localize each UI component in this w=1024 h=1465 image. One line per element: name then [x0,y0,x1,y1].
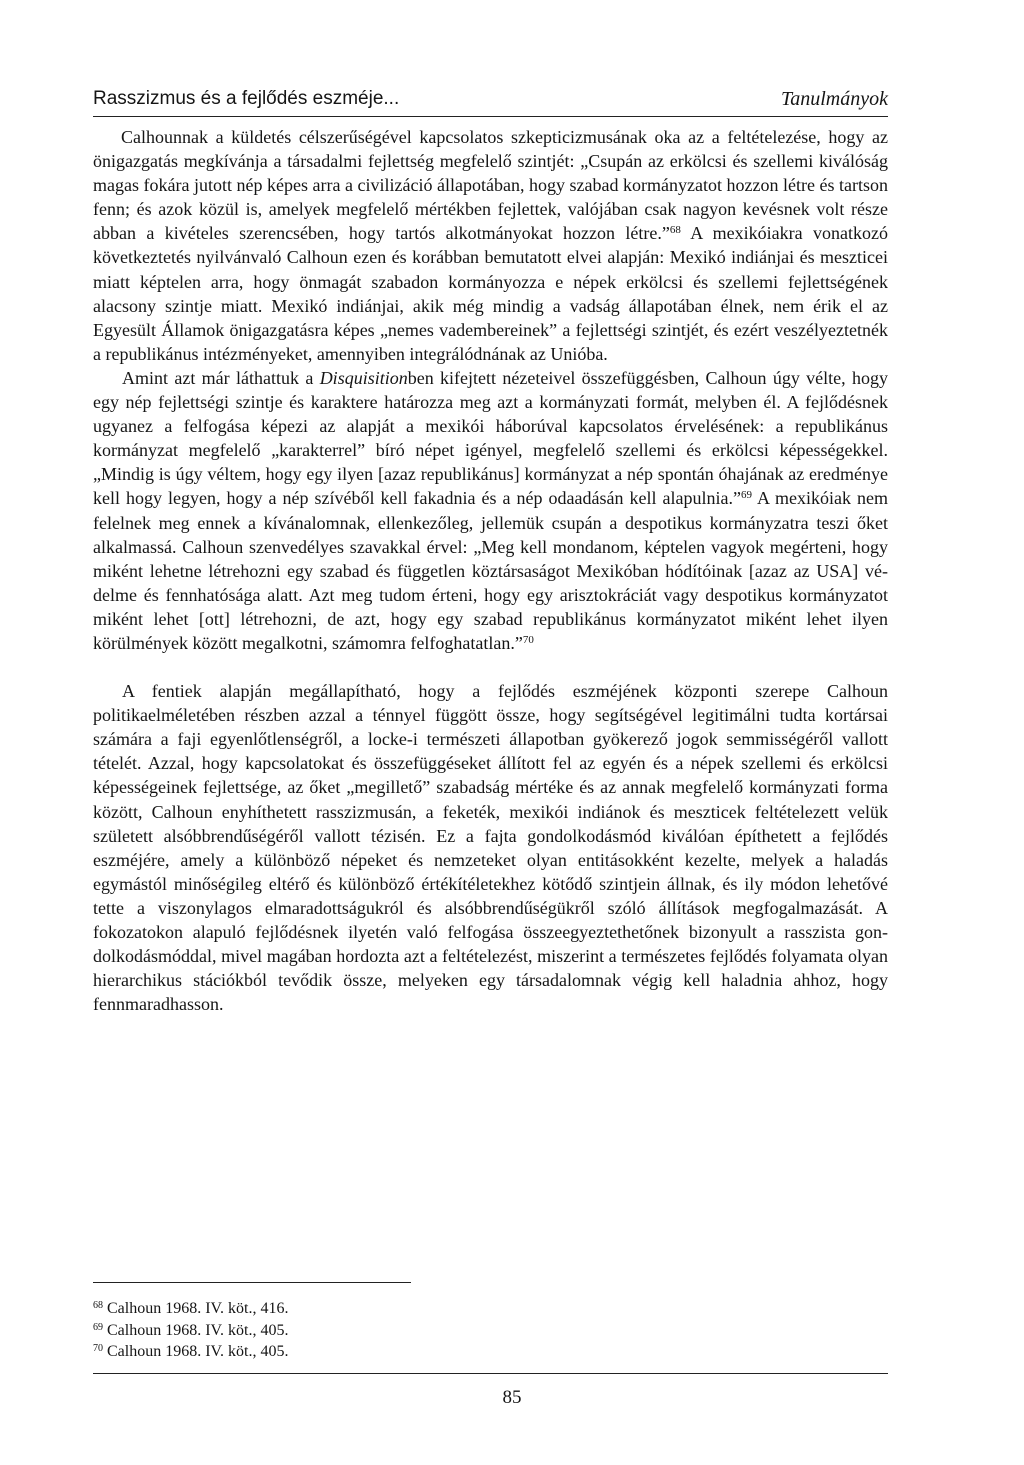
footnote-ref-68[interactable]: 68 [669,224,681,237]
footnote-separator [93,1282,411,1283]
footnote-ref-70[interactable]: 70 [522,633,534,646]
paragraph-2-text-a: Amint azt már láthattuk a [122,367,320,388]
footnote-text: Calhoun 1968. IV. köt., 405. [103,1321,289,1339]
paragraph-1-text-a: Calhounnak a küldetés célszerűségével kapcsolatos szkepticizmusának oka az a feltételezése, hogy az önigazgatás megkívánja a társadalmi fejlettség megfelelő szintjét: „Csupán az erkölcsi és szellemi kiválóság magas fokára jutott nép képes arra a civilizáció állapotában, hogy szabad kormányzatot hozzon létre és tartson fenn; és azok közül is, amelyek megfelelő mértékben fejlettek, valójában csak nagyon kevésnek volt része abban a kivételes szerencsében, hogy tartós alkotmányokat hozzon létre.” [93,127,888,244]
running-head-section: Tanulmányok [780,88,888,110]
footer-rule [93,1373,888,1374]
paragraph-2-italic-title: Disquisition [319,367,408,388]
running-head-title: Rasszizmus és a fejlődés eszméje... [93,88,400,109]
footnote-item [93,1341,493,1363]
paragraph-2 [93,366,888,655]
footnote-ref-69[interactable]: 69 [740,489,752,502]
footnotes [93,1298,493,1363]
footnote-number: 68 [93,1300,103,1311]
footnote-item [93,1320,493,1342]
footnote-item [93,1298,493,1320]
paragraph-1-text-b: A mexikóiakra vonatkozó következtetés nyilvánvaló Calhoun ezen és korábban bemutatott elvei alapján: Mexikó indiánjai és meszticei miatt képtelen arra, hogy önmagát szabadon kormányozza e népek erkölcsi és szellemi fejlettségének alacsony szintje miatt. Mexikó indiánjai, akik még mindig a vadság állapotában élnek, nem érik el az Egyesült Államok önigazgatásra képes „nemes vadembereinek” a fejlettségi szintjét, és ezért veszélyeztetnék a republikánus intézményeket, amennyiben integrálódnának az Unióba. [93,223,888,364]
paragraph-1 [93,125,888,366]
paragraph-3: A fentiek alapján megállapítható, hogy a fejlődés eszméjének központi szerepe Calhoun politikaelméletében részben azzal a ténnyel függött össze, hogy segítségével legitimálni tudta kortársai számára a faji egyenlőtlenségről, a locke-i természeti állapotban gyökerező jogok semmisségéről vallott tételét. Azzal, hogy kapcsolatokat és összefüggéseket állított fel az egyén és a népek szellemi és erkölcsi képességeinek fejlettsége, az őket „megillető” szabadság mértéke és az annak megfelelő kormányzati forma között, Calhoun enyhíthetett rasszizmusán, a feketék, mexikói indiánok és meszticek feltételezett velük született alsóbbrendűségéről vallott tézisén. Ez a fajta gondolkodásmód kiválóan építhetett a fejlődés eszméjére, amely a különböző népeket és nemzeteket olyan entitásokként kezelte, melyek a haladás egymástól minőségileg eltérő és különböző értékítéletekhez kötődő szintjein állnak, és ily módon lehetővé tette a viszonylagos elmaradottságukról és alsóbbrendűségükről szóló állítások megfogalmazását. A fokozatokon alapuló fejlődésnek ilyetén való felfogása összeegyeztethetőnek bizonyult a rasszista gondolkodásmóddal, mivel magában hordozta azt a feltételezést, miszerint a természetes fejlődés folyamata olyan hierarchikus stációkból tevődik össze, melyeken egy társadalomnak végig kell haladnia ahhoz, hogy fennmaradhasson. [93,681,888,1015]
footnote-number: 69 [93,1321,103,1333]
footnote-number: 70 [93,1343,103,1354]
footnote-text: Calhoun 1968. IV. köt., 405. [103,1343,289,1360]
paragraph-2-text-b: ben kifejtett nézeteivel összefüggésben, Calhoun úgy vélte, hogy egy nép fejlettségi szintje és karaktere határozza meg azt a kormányzati formát, melyben él. A fejlődésnek ugyanez a felfogása képezi az alapját a mexikói háborúval kapcsolatos érvelésének: a republikánus kormányzat megfelelő „karakterrel” bíró népet igényel, megfelelő szellemi és erkölcsi képességekkel. „Mindig is úgy véltem, hogy egy ilyen [azaz republikánus] kormányzat a nép spontán óhajának az eredménye kell hogy legyen, hogy a nép szívéből kell fakadnia és a nép odaadásán kell alapulnia.” [93,367,889,509]
paragraph-2-text-c: A mexikóiak nem felelnek meg ennek a kívánalomnak, ellenkezőleg, jellemük csupán a despotikus kormányzatra teszi őket alkalmassá. Calhoun szenvedélyes szavakkal érvel: „Meg kell mondanom, képtelen vagyok megérteni, hogy miként lehetne létrehozni egy szabad és független köztársaságot Mexikóban hódítóinak [azaz az USA] védelme és fennhatósága alatt. Azt meg tudom érteni, hogy egy arisztokráciát vagy despotikus kormányzatot miként lehet [ott] létrehozni, de azt, hogy egy szabad republikánus kormányzatot miként lehet ilyen körülmények között megalkotni, számomra felfoghatatlan.” [93,488,888,653]
footnote-text: Calhoun 1968. IV. köt., 416. [103,1300,289,1317]
running-header [93,86,888,117]
article-body [93,125,888,1016]
page-number: 85 [502,1387,522,1408]
